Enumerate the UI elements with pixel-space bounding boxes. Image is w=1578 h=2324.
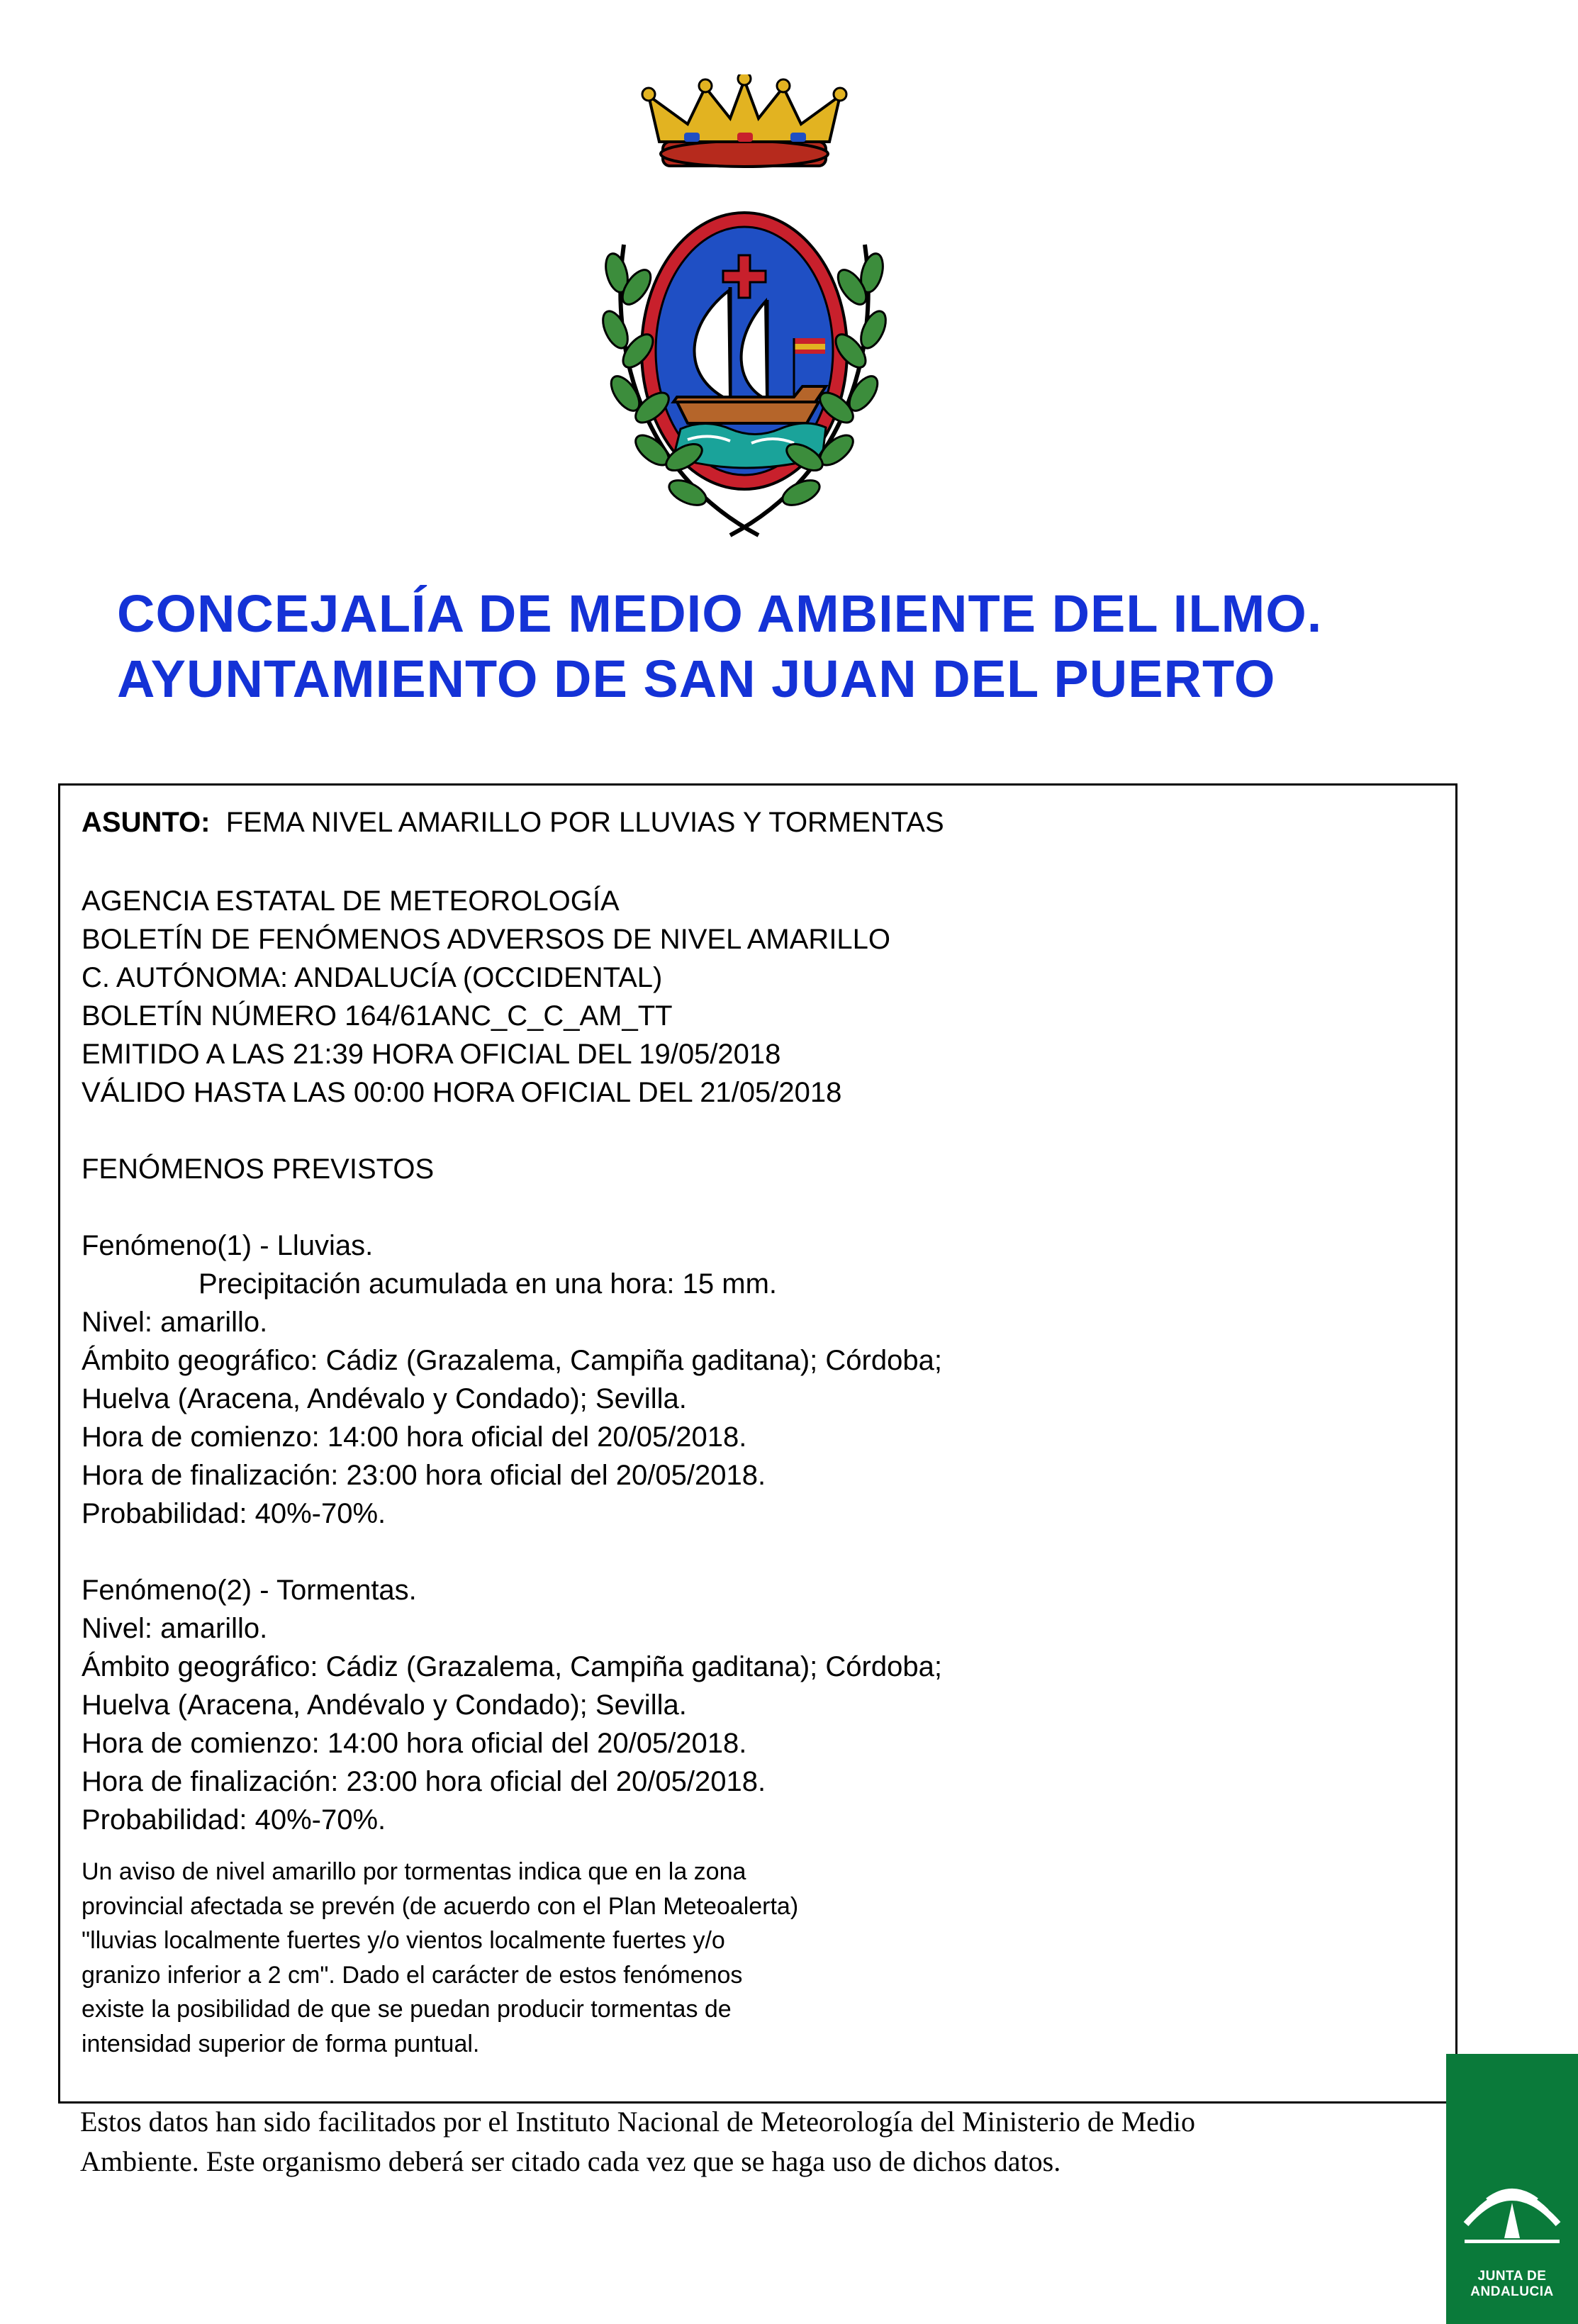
phenomenon-2-start: Hora de comienzo: 14:00 hora oficial del 20/05/2018.	[82, 1728, 747, 1759]
junta-de-andalucia-logo	[1446, 2054, 1578, 2324]
title-line-2: AYUNTAMIENTO DE SAN JUAN DEL PUERTO	[117, 649, 1276, 708]
subject-text: FEMA NIVEL AMARILLO POR LLUVIAS Y TORMENTAS	[225, 807, 944, 838]
crown-icon	[642, 74, 846, 167]
note-line: "lluvias localmente fuertes y/o vientos localmente fuertes y/o	[82, 1927, 725, 1954]
footer-line-2: Ambiente. Este organismo deberá ser citado cada vez que se haga uso de dichos datos.	[80, 2145, 1061, 2177]
title-line-1: CONCEJALÍA DE MEDIO AMBIENTE DEL ILMO.	[117, 584, 1323, 643]
source-footer	[80, 2102, 1314, 2181]
junta-label: JUNTA DE ANDALUCIA	[1470, 2269, 1554, 2299]
bulletin-content	[82, 803, 1434, 2061]
phenomenon-2-area-line-1: Ámbito geográfico: Cádiz (Grazalema, Campiña gaditana); Córdoba;	[82, 1651, 942, 1682]
phenomenon-1-area-line-2: Huelva (Aracena, Andévalo y Condado); Sevilla.	[82, 1383, 687, 1414]
phenomenon-2-level: Nivel: amarillo.	[82, 1613, 268, 1644]
phenomenon-2-title: Fenómeno(2) - Tormentas.	[82, 1575, 417, 1606]
phenomenon-2-end: Hora de finalización: 23:00 hora oficial del 20/05/2018.	[82, 1766, 766, 1797]
phenomenon-1-probability: Probabilidad: 40%-70%.	[82, 1498, 386, 1529]
phenomenon-1-level: Nivel: amarillo.	[82, 1307, 268, 1338]
phenomenon-2-probability: Probabilidad: 40%-70%.	[82, 1804, 386, 1836]
note-line: granizo inferior a 2 cm". Dado el carácter de estos fenómenos	[82, 1961, 743, 1989]
header-line-region: C. AUTÓNOMA: ANDALUCÍA (OCCIDENTAL)	[82, 962, 663, 993]
header-line-agency: AGENCIA ESTATAL DE METEOROLOGÍA	[82, 886, 620, 917]
junta-emblem-icon	[1446, 2054, 1578, 2267]
phenomenon-1-start: Hora de comienzo: 14:00 hora oficial del 20/05/2018.	[82, 1421, 747, 1453]
note-line: existe la posibilidad de que se puedan producir tormentas de	[82, 1996, 732, 2023]
warning-note	[82, 1855, 1434, 2061]
subject-label: ASUNTO:	[82, 807, 211, 838]
phenomenon-1-end: Hora de finalización: 23:00 hora oficial del 20/05/2018.	[82, 1460, 766, 1491]
phenomenon-1-detail: Precipitación acumulada en una hora: 15 mm.	[198, 1268, 778, 1300]
note-line: provincial afectada se prevén (de acuerdo con el Plan Meteoalerta)	[82, 1892, 799, 1920]
phenomenon-1-area-line-1: Ámbito geográfico: Cádiz (Grazalema, Campiña gaditana); Córdoba;	[82, 1345, 942, 1376]
bulletin-box	[58, 783, 1457, 2104]
page-title	[117, 581, 1499, 712]
section-title: FENÓMENOS PREVISTOS	[82, 1153, 435, 1185]
phenomenon-2-area-line-2: Huelva (Aracena, Andévalo y Condado); Sevilla.	[82, 1689, 687, 1721]
header-line-bulletin-number: BOLETÍN NÚMERO 164/61ANC_C_C_AM_TT	[82, 1000, 673, 1032]
note-line: intensidad superior de forma puntual.	[82, 2030, 480, 2057]
header-line-issued: EMITIDO A LAS 21:39 HORA OFICIAL DEL 19/05/2018	[82, 1039, 781, 1070]
subject-line	[82, 803, 1434, 842]
note-line: Un aviso de nivel amarillo por tormentas indica que en la zona	[82, 1858, 746, 1885]
coat-of-arms-emblem	[581, 74, 907, 549]
header-line-valid-until: VÁLIDO HASTA LAS 00:00 HORA OFICIAL DEL 21/05/2018	[82, 1077, 842, 1108]
header-line-bulletin-type: BOLETÍN DE FENÓMENOS ADVERSOS DE NIVEL AMARILLO	[82, 924, 891, 955]
footer-line-1: Estos datos han sido facilitados por el Instituto Nacional de Meteorología del Ministerio de Medio	[80, 2106, 1196, 2138]
phenomenon-1-title: Fenómeno(1) - Lluvias.	[82, 1230, 374, 1261]
